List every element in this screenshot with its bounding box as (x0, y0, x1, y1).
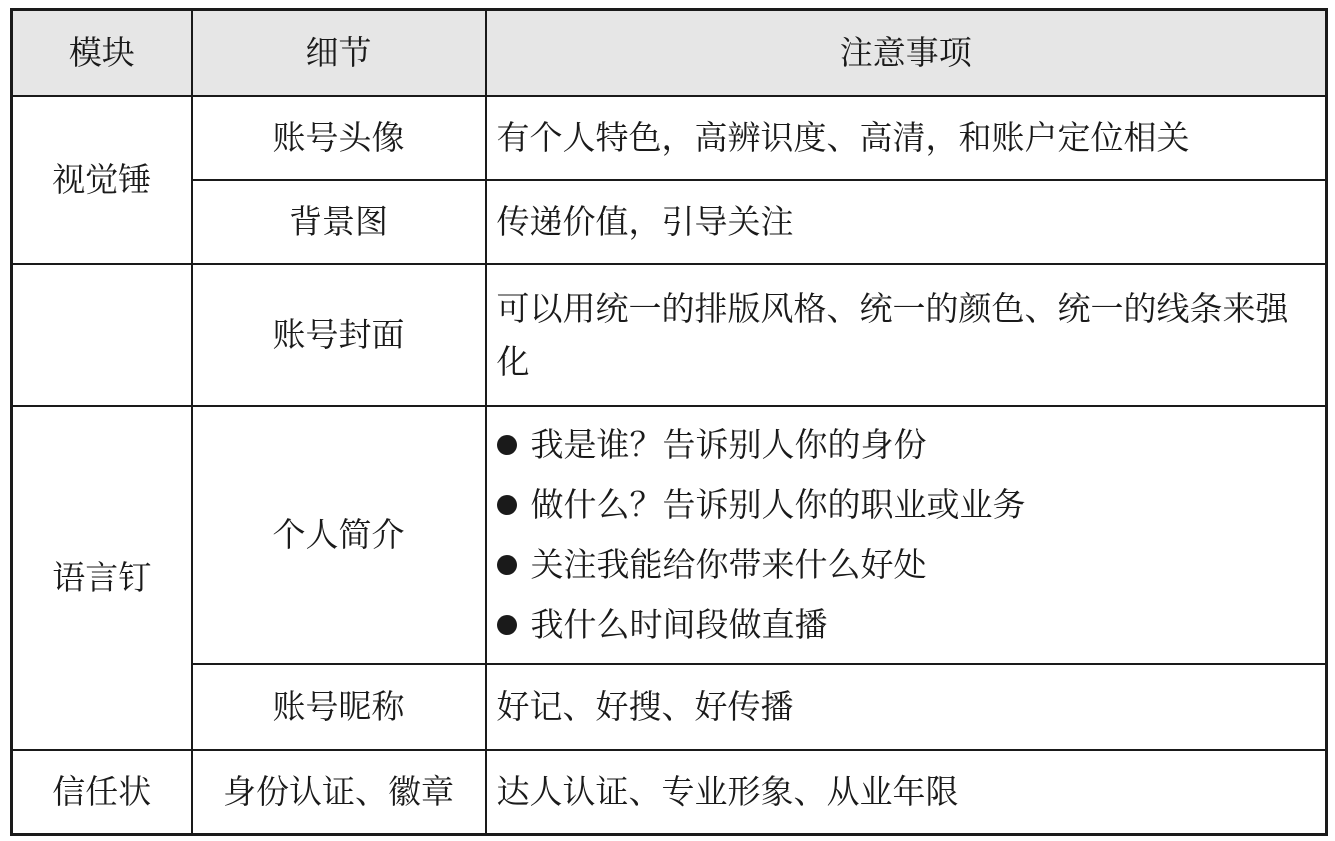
detail-cell: 账号封面 (192, 264, 486, 406)
list-item (497, 535, 1320, 595)
bullet-list (497, 415, 1320, 655)
header-notes: 注意事项 (486, 10, 1327, 97)
table-row (12, 664, 1327, 750)
bullet-dot-icon (497, 555, 517, 575)
notes-cell (486, 406, 1327, 664)
list-item (497, 415, 1320, 475)
table-header-row (12, 10, 1327, 97)
list-item-text: 做什么？告诉别人你的职业或业务 (530, 485, 1026, 525)
notes-text: 可以用统一的排版风格、统一的颜色、统一的线条来强化 (496, 289, 1289, 381)
list-item-text: 关注我能给你带来什么好处 (530, 545, 927, 585)
notes-cell: 传递价值，引导关注 (486, 180, 1327, 264)
module-cell: 语言钉 (12, 406, 192, 750)
table-row (12, 264, 1327, 406)
detail-cell: 身份认证、徽章 (192, 750, 486, 834)
bullet-dot-icon (497, 615, 517, 635)
bullet-dot-icon (497, 495, 517, 515)
list-item-text: 我什么时间段做直播 (530, 605, 828, 645)
detail-cell: 个人简介 (192, 406, 486, 664)
account-setup-table (10, 8, 1328, 836)
module-cell: 视觉锤 (12, 96, 192, 264)
list-item (497, 475, 1320, 535)
notes-cell: 好记、好搜、好传播 (486, 664, 1327, 750)
detail-cell: 背景图 (192, 180, 486, 264)
module-cell: 信任状 (12, 750, 192, 834)
header-detail: 细节 (192, 10, 486, 97)
header-module: 模块 (12, 10, 192, 97)
list-item (497, 595, 1320, 655)
notes-cell: 有个人特色，高辨识度、高清，和账户定位相关 (486, 96, 1327, 180)
info-table-container (10, 8, 1325, 832)
module-cell (12, 264, 192, 406)
table-row (12, 96, 1327, 180)
bullet-dot-icon (497, 435, 517, 455)
table-row (12, 750, 1327, 834)
notes-cell (486, 264, 1327, 406)
detail-cell: 账号昵称 (192, 664, 486, 750)
list-item-text: 我是谁？告诉别人你的身份 (530, 425, 927, 465)
detail-cell: 账号头像 (192, 96, 486, 180)
table-row (12, 180, 1327, 264)
table-row (12, 406, 1327, 664)
notes-cell: 达人认证、专业形象、从业年限 (486, 750, 1327, 834)
